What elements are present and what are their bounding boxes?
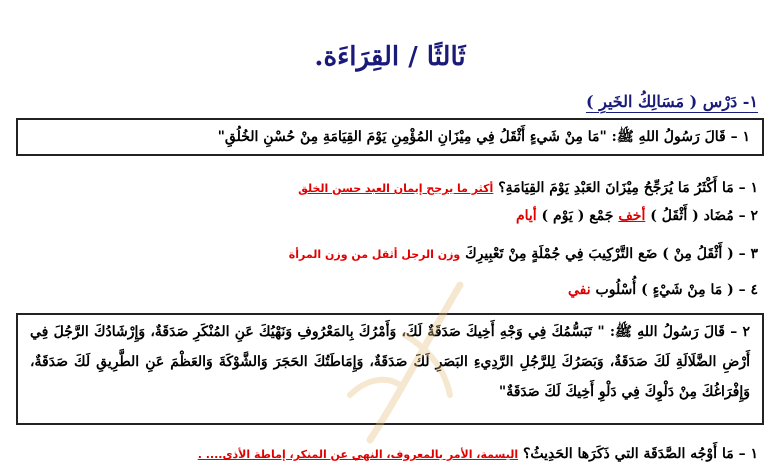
question-1 (298, 180, 758, 196)
lesson-heading: ١- دَرْس ( مَسَالِكُ الخَيرِ ) (586, 92, 758, 111)
hadith-2-text: ٢ – قَالَ رَسُولُ اللهِ ﷺ: " تَبَسُّمُكَ فِي وَجْهِ أَخِيكَ صَدَقَةٌ لَكَ، وَأَمْرُكَ بِالمَعْرُوفِ وَنَهْيُكَ عَنِ المُنْكَرِ صَدَقَةٌ، وَإِرْشَادُكَ الرَّجُلَ فِي أَرْضِ الضَّلَالَةِ لَكَ صَدَقَةٌ، وَبَصَرُكَ لِلرَّجُلِ الرَّدِيءِ البَصَرِ لَكَ صَدَقَةٌ، وَإِمَاطَتُكَ الحَجَرَ وَالشَّوْكَةَ وَالعَظْمَ عَنِ الطَّرِيقِ لَكَ صَدَقَةٌ، وَإِفْرَاغُكَ مِنْ دَلْوِكَ فِي دَلْوِ أَخِيكَ لَكَ صَدَقَةٌ" (30, 324, 750, 400)
hadith-box-1 (16, 118, 764, 156)
question-3-text: ٣ – ( أَثْقَلُ مِنْ ) ضَع التَّرْكِيبَ فِي جُمْلَةٍ مِنْ تَعْبِيرِكَ (460, 246, 758, 262)
question-2 (516, 208, 758, 224)
hadith-box-2 (16, 313, 764, 425)
hadith-1-text: ١ – قَالَ رَسُولُ اللهِ ﷺ: "مَا مِنْ شَيءٍ أَثْقَلُ فِي مِيْزَانِ المُؤْمِنِ يَوْمَ القِيَامَةِ مِنْ حُسْنِ الخُلُقِ" (217, 129, 750, 145)
question-2-text-a: ٢ – مُضَاد ( أَثْقَلُ ) (645, 208, 758, 224)
question-4-text: ٤ – ( مَا مِنْ شَيْءٍ ) أُسْلُوب (590, 282, 758, 298)
question-5 (198, 446, 758, 462)
question-1-answer: أكثر ما يرجح إيمان العبد حسن الخلق (298, 182, 494, 195)
question-4 (568, 282, 758, 298)
question-5-answer: البسمة، الأمر بالمعروف، النهي عن المنكر، إماطة الأذى.... . (197, 448, 519, 461)
page-title: ثَالثًا / القِرَاءَة. (314, 42, 466, 72)
question-3-answer: وزن الرجل أثقل من وزن المرأة (288, 248, 461, 261)
question-1-text: ١ – مَا أَكْثَرُ مَا يُرَجِّحُ مِيْزَانَ العَبْدِ يَوْمَ القِيَامَةِ؟ (498, 180, 758, 196)
question-5-text: ١ – مَا أَوْجُه الصَّدَقَة التي ذَكَرَها الحَدِيثُ؟ (522, 446, 758, 462)
question-2-text-b: جَمْع ( يَوْم ) (536, 208, 614, 224)
question-4-answer: نفي (568, 282, 591, 298)
question-3 (289, 246, 758, 262)
question-2-answer-b: أيام (515, 208, 537, 224)
question-2-answer-a: أخف (618, 208, 646, 224)
